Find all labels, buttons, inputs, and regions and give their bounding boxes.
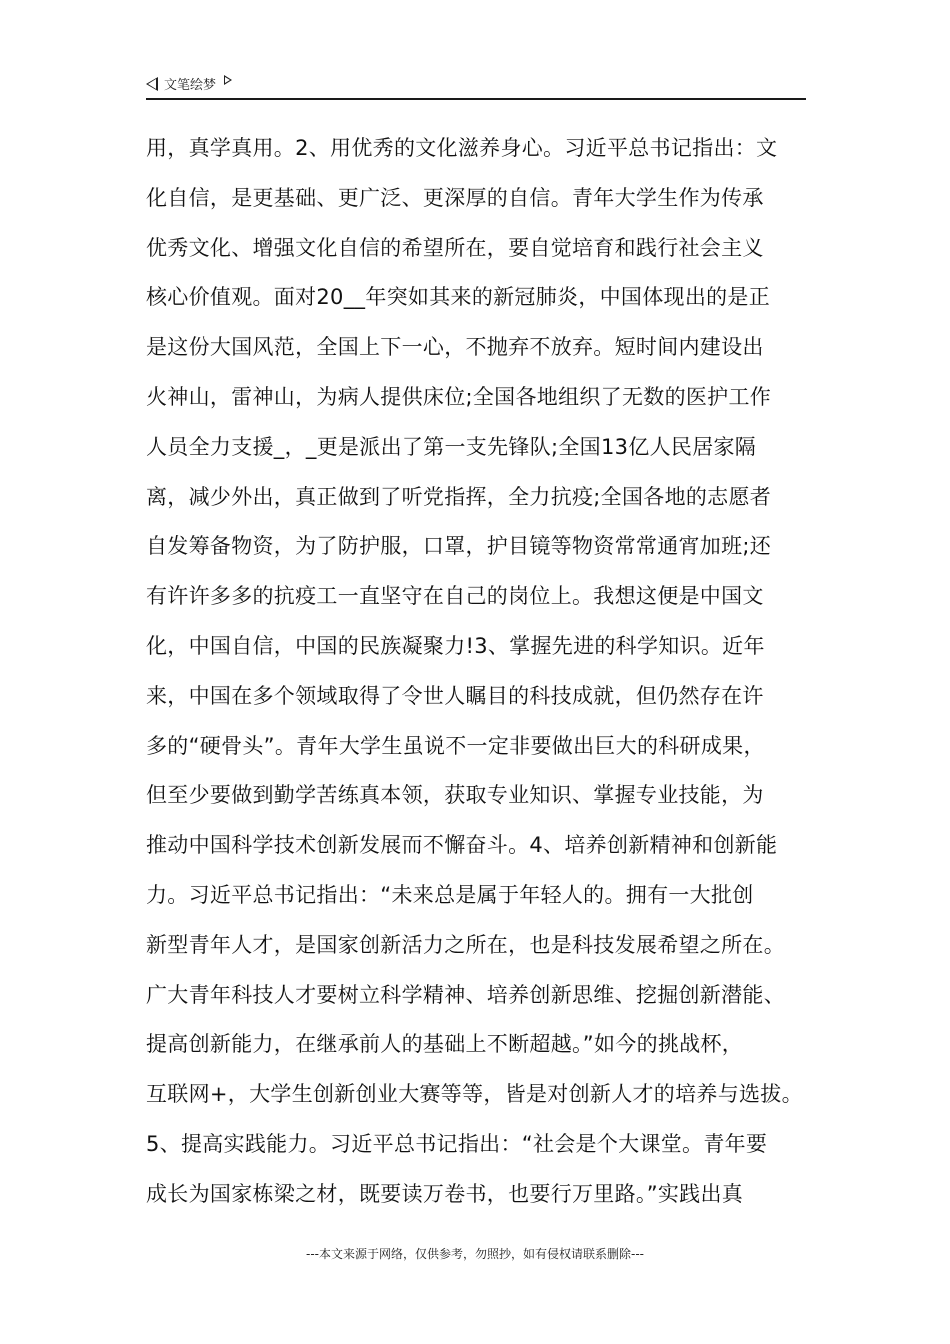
footer-disclaimer: ---本文来源于网络，仅供参考，勿照抄，如有侵权请联系删除--- — [306, 1247, 644, 1261]
text-line: 互联网+，大学生创新创业大赛等等，皆是对创新人才的培养与选拔。 — [146, 1082, 803, 1107]
text-line: 化自信，是更基础、更广泛、更深厚的自信。青年大学生作为传承 — [146, 185, 764, 210]
text-line: 提高创新能力，在继承前人的基础上不断超越。”如今的挑战杯， — [146, 1032, 744, 1057]
text-line: 来，中国在多个领域取得了令世人瞩目的科技成就，但仍然存在许 — [146, 683, 764, 708]
left-arrow-icon — [146, 77, 158, 91]
text-line: 推动中国科学技术创新发展而不懈奋斗。4、培养创新精神和创新能 — [146, 833, 778, 858]
text-line: 力。习近平总书记指出：“未来总是属于年轻人的。拥有一大批创 — [146, 882, 754, 907]
text-line: 自发筹备物资，为了防护服，口罩，护目镜等物资常常通宵加班;还 — [146, 534, 772, 559]
text-line: 火神山，雷神山，为病人提供床位;全国各地组织了无数的医护工作 — [146, 384, 772, 409]
right-arrow-icon — [224, 75, 232, 85]
text-line: 人员全力支援_，_更是派出了第一支先锋队;全国13亿人民居家隔 — [146, 434, 757, 459]
text-line: 离，减少外出，真正做到了听党指挥，全力抗疫;全国各地的志愿者 — [146, 484, 772, 509]
brand-name: 文笔绘梦 — [164, 78, 217, 93]
text-line: 多的“硬骨头”。青年大学生虽说不一定非要做出巨大的科研成果， — [146, 733, 765, 758]
text-line: 成长为国家栋梁之材，既要读万卷书，也要行万里路。”实践出真 — [146, 1181, 744, 1206]
text-line: 用，真学真用。2、用优秀的文化滋养身心。习近平总书记指出：文 — [146, 136, 778, 160]
text-line: 广大青年科技人才要树立科学精神、培养创新思维、挖掘创新潜能、 — [146, 982, 785, 1007]
page-header — [146, 72, 806, 100]
text-line: 新型青年人才，是国家创新活力之所在，也是科技发展希望之所在。 — [146, 932, 785, 957]
text-line: 但至少要做到勤学苦练真本领，获取专业知识、掌握专业技能，为 — [146, 783, 764, 808]
body-text — [146, 128, 826, 1224]
text-line: 有许许多多的抗疫工一直坚守在自己的岗位上。我想这便是中国文 — [146, 584, 764, 609]
text-line: 核心价值观。面对20__年突如其来的新冠肺炎，中国体现出的是正 — [146, 285, 771, 310]
text-line: 化，中国自信，中国的民族凝聚力!3、掌握先进的科学知识。近年 — [146, 633, 765, 658]
text-line: 优秀文化、增强文化自信的希望所在，要自觉培育和践行社会主义 — [146, 235, 764, 260]
brand — [146, 74, 232, 93]
text-line: 是这份大国风范，全国上下一心，不抛弃不放弃。短时间内建设出 — [146, 335, 764, 360]
text-line: 5、提高实践能力。习近平总书记指出：“社会是个大课堂。青年要 — [146, 1131, 768, 1156]
